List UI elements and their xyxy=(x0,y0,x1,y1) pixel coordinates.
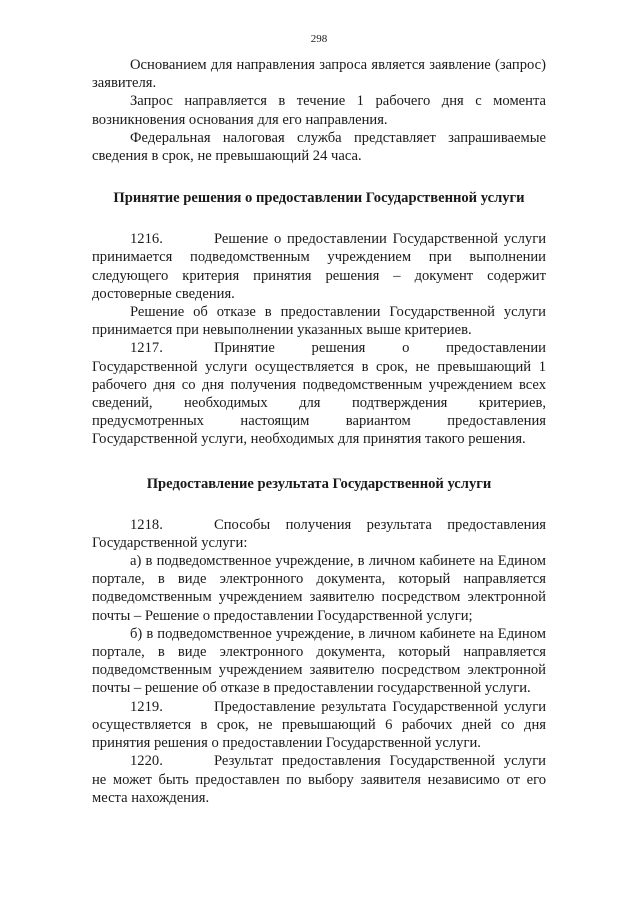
paragraph-refusal: Решение об отказе в предоставлении Государственной услуги принимается при невыполнении указанных выше критериев. xyxy=(92,304,546,339)
paragraph-1217 xyxy=(92,339,546,448)
paragraph-request-basis: Основанием для направления запроса является заявление (запрос) заявителя. xyxy=(92,57,546,92)
clause-text-1220: Результат предоставления Государственной услуги не может быть предоставлен по выбору заявителя независимо от его места нахождения. xyxy=(92,753,546,806)
clause-text-1218: Способы получения результата предоставления Государственной услуги: xyxy=(92,516,546,551)
paragraph-1220 xyxy=(92,752,546,807)
clause-text-1219: Предоставление результата Государственной услуги осуществляется в срок, не превышающий 6 рабочих дней со дня принятия решения о предоставлении Государственной услуги. xyxy=(92,698,546,752)
clause-number-1217: 1217. xyxy=(130,340,163,357)
clause-number-1220: 1220. xyxy=(130,753,163,770)
paragraph-request-timing: Запрос направляется в течение 1 рабочего дня с момента возникновения основания для его направления. xyxy=(92,93,546,128)
section-heading-decision: Принятие решения о предоставлении Государственной услуги xyxy=(113,190,525,207)
clause-number-1218: 1218. xyxy=(130,516,163,533)
paragraph-1218 xyxy=(92,516,546,552)
paragraph-1218-b: б) в подведомственное учреждение, в личном кабинете на Едином портале, в виде электронного документа, который направляется подведомственным учреждением заявителю посредством электронной почты – решение об отказе в предоставлении государственной услуги. xyxy=(92,625,546,697)
clause-text-1216: Решение о предоставлении Государственной услуги принимается подведомственным учреждением при выполнении следующего критерия принятия решения – документ содержит достоверные сведения. xyxy=(92,231,546,302)
page-number: 298 xyxy=(310,33,328,45)
paragraph-1219 xyxy=(92,698,546,753)
document-page xyxy=(92,0,546,905)
paragraph-1218-a: а) в подведомственное учреждение, в личном кабинете на Едином портале, в виде электронного документа, который направляется подведомственным учреждением заявителю посредством электронной почты – Решение о предоставлении Государственной услуги; xyxy=(92,553,546,624)
document-body xyxy=(92,56,546,807)
clause-text-1217: Принятие решения о предоставлении Государственной услуги осуществляется в срок, не превышающий 1 рабочего дня со дня получения подведомственным учреждением всех сведений, необходимых для подтверждения критериев, предусмотренных настоящим вариантом предоставления Государственной услуги, необходимых для принятия такого решения. xyxy=(92,340,546,448)
clause-number-1219: 1219. xyxy=(130,698,163,715)
paragraph-1216 xyxy=(92,230,546,303)
paragraph-tax-service: Федеральная налоговая служба представляет запрашиваемые сведения в срок, не превышающий 24 часа. xyxy=(92,129,546,165)
section-heading-result: Предоставление результата Государственной услуги xyxy=(146,475,492,492)
clause-number-1216: 1216. xyxy=(130,231,163,248)
